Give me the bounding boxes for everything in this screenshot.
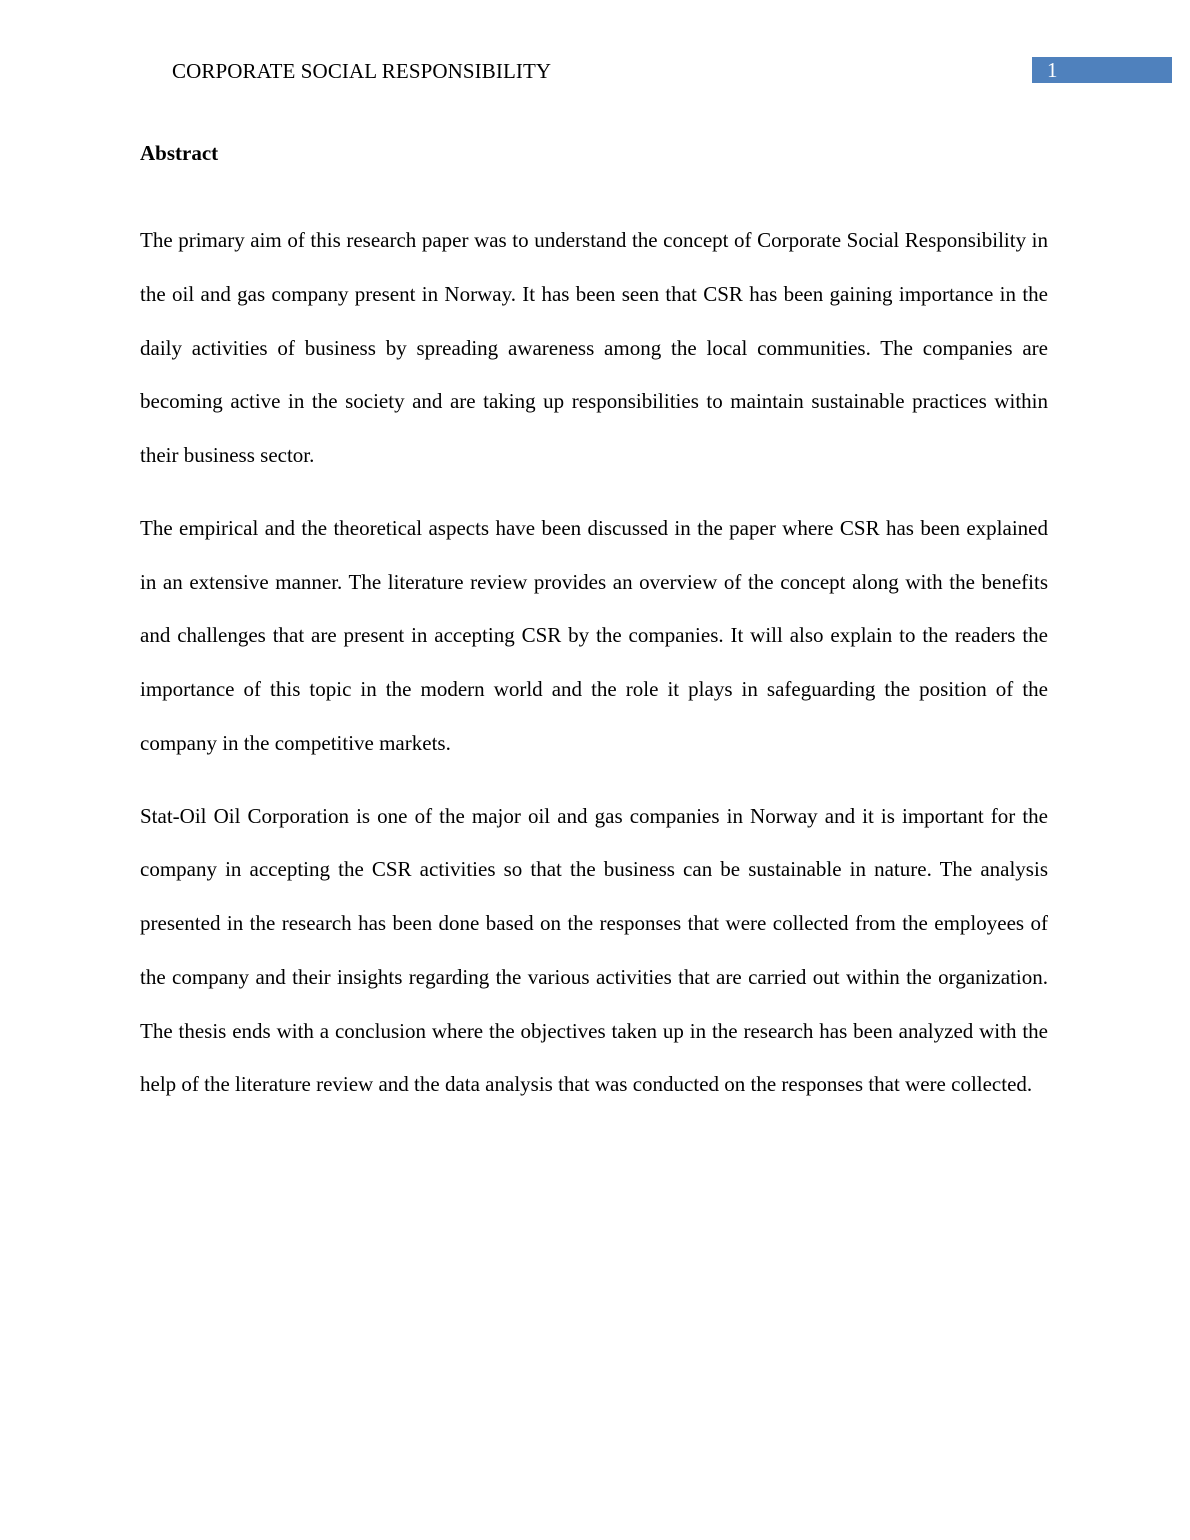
abstract-heading: Abstract — [140, 141, 219, 165]
running-header-title: CORPORATE SOCIAL RESPONSIBILITY — [172, 59, 552, 83]
abstract-paragraph-1: The primary aim of this research paper was to understand the concept of Corporate Social Responsibility in the oil and gas company present in Norway. It has been seen that CSR has been gaining importance in the daily activities of business by spreading awareness among the local communities. The companies are becoming active in the society and are taking up responsibilities to maintain sustainable practices within their business sector. — [140, 228, 1048, 467]
document-body — [140, 138, 1048, 1112]
abstract-paragraph-3: Stat-Oil Oil Corporation is one of the major oil and gas companies in Norway and it is important for the company in accepting the CSR activities so that the business can be sustainable in nature. The analysis presented in the research has been done based on the responses that were collected from the employees of the company and their insights regarding the various activities that are carried out within the organization. The thesis ends with a conclusion where the objectives taken up in the research has been analyzed with the help of the literature review and the data analysis that was conducted on the responses that were collected. — [140, 803, 1048, 1097]
page-number: 1 — [1047, 58, 1058, 82]
abstract-paragraph-2: The empirical and the theoretical aspects have been discussed in the paper where CSR has been explained in an extensive manner. The literature review provides an overview of the concept along with the benefits and challenges that are present in accepting CSR by the companies. It will also explain to the readers the importance of this topic in the modern world and the role it plays in safeguarding the position of the company in the competitive markets. — [140, 515, 1048, 755]
page-number-box — [1032, 57, 1172, 83]
